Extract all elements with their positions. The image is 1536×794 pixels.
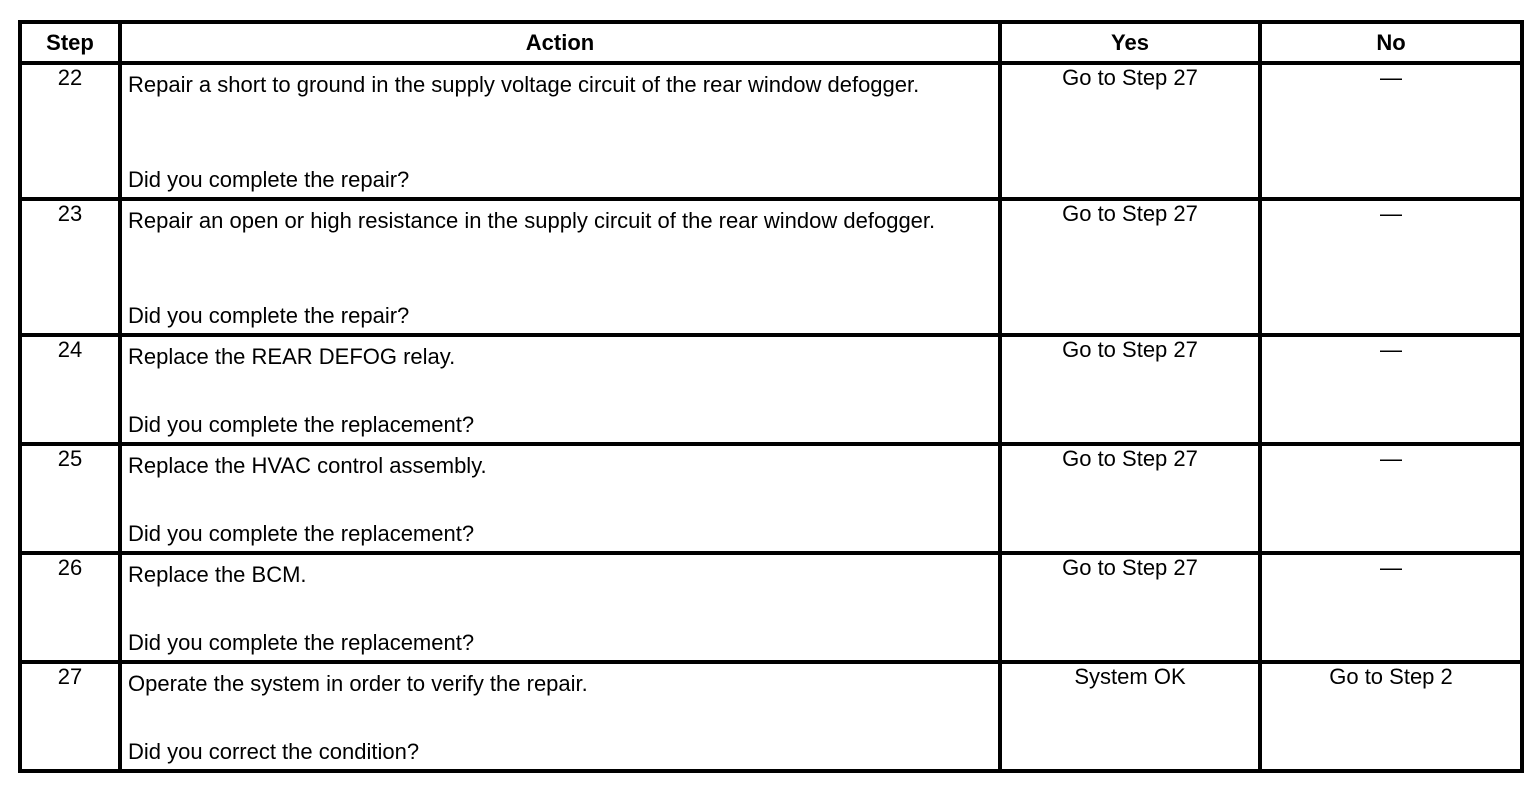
table-row	[20, 444, 1522, 553]
step-number: 27	[20, 662, 120, 771]
action-question: Did you complete the repair?	[128, 167, 410, 192]
yes-cell	[1000, 662, 1260, 771]
action-text: Repair a short to ground in the supply voltage circuit of the rear window defogger.	[128, 72, 920, 97]
diagnostic-table	[18, 20, 1524, 773]
table-row	[20, 63, 1522, 199]
step-number: 22	[20, 63, 120, 199]
yes-cell	[1000, 63, 1260, 199]
action-text: Operate the system in order to verify the repair.	[128, 671, 588, 696]
action-cell	[120, 553, 1000, 662]
table-header-row	[20, 22, 1522, 63]
no-result: —	[1380, 446, 1402, 471]
action-cell	[120, 335, 1000, 444]
no-cell	[1260, 444, 1522, 553]
no-result: Go to Step 2	[1329, 664, 1453, 689]
action-question: Did you complete the replacement?	[128, 521, 475, 546]
yes-result: Go to Step 27	[1062, 555, 1198, 580]
action-text: Replace the HVAC control assembly.	[128, 453, 487, 478]
action-question: Did you complete the repair?	[128, 303, 410, 328]
action-question: Did you complete the replacement?	[128, 412, 475, 437]
yes-cell	[1000, 199, 1260, 335]
action-question: Did you complete the replacement?	[128, 630, 475, 655]
yes-result: Go to Step 27	[1062, 446, 1198, 471]
column-header-step: Step	[20, 22, 120, 63]
no-result: —	[1380, 65, 1402, 90]
table-row	[20, 662, 1522, 771]
step-number: 24	[20, 335, 120, 444]
yes-result: Go to Step 27	[1062, 337, 1198, 362]
no-cell	[1260, 199, 1522, 335]
no-cell	[1260, 63, 1522, 199]
column-header-action: Action	[120, 22, 1000, 63]
yes-result: Go to Step 27	[1062, 201, 1198, 226]
no-result: —	[1380, 337, 1402, 362]
table-row	[20, 335, 1522, 444]
action-question: Did you correct the condition?	[128, 739, 420, 764]
no-cell	[1260, 662, 1522, 771]
no-result: —	[1380, 201, 1402, 226]
table-row	[20, 553, 1522, 662]
step-number: 26	[20, 553, 120, 662]
column-header-yes: Yes	[1000, 22, 1260, 63]
yes-cell	[1000, 444, 1260, 553]
no-cell	[1260, 553, 1522, 662]
yes-result: Go to Step 27	[1062, 65, 1198, 90]
action-cell	[120, 662, 1000, 771]
step-number: 25	[20, 444, 120, 553]
no-cell	[1260, 335, 1522, 444]
action-cell	[120, 444, 1000, 553]
action-cell	[120, 199, 1000, 335]
yes-result: System OK	[1074, 664, 1186, 689]
column-header-no: No	[1260, 22, 1522, 63]
yes-cell	[1000, 335, 1260, 444]
action-cell	[120, 63, 1000, 199]
step-number: 23	[20, 199, 120, 335]
no-result: —	[1380, 555, 1402, 580]
table-row	[20, 199, 1522, 335]
action-text: Replace the BCM.	[128, 562, 307, 587]
action-text: Replace the REAR DEFOG relay.	[128, 344, 456, 369]
action-text: Repair an open or high resistance in the supply circuit of the rear window defogger.	[128, 208, 936, 233]
yes-cell	[1000, 553, 1260, 662]
